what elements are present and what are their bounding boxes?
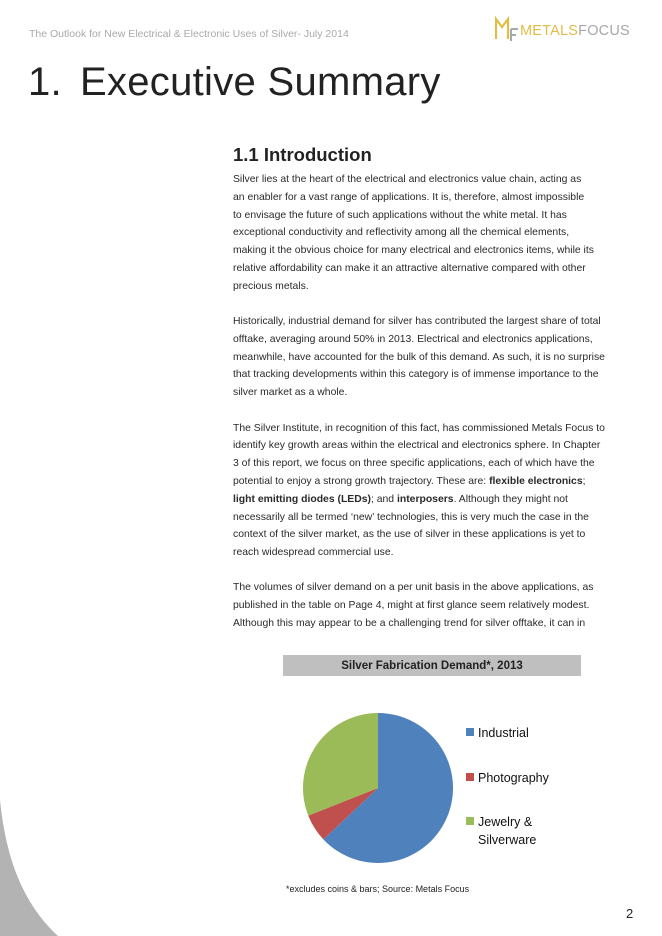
text-line	[233, 473, 633, 491]
text-run: silver market as a whole.	[233, 387, 348, 399]
text-run: meanwhile, have accounted for the bulk of this demand. As such, it is no surprise	[233, 351, 605, 363]
legend-item	[466, 724, 568, 742]
text-line	[233, 331, 633, 349]
text-line	[233, 278, 633, 296]
legend-label-line: Photography	[478, 771, 549, 785]
text-run: offtake, averaging around 50% in 2013. Electrical and electronics applications,	[233, 333, 593, 345]
text-line	[233, 224, 633, 242]
text-run: potential to enjoy a strong growth trajectory. These are:	[233, 475, 490, 487]
paragraph	[233, 313, 633, 402]
text-run: The Silver Institute, in recognition of this fact, has commissioned Metals Focus to	[233, 422, 605, 434]
text-run: to envisage the future of such applications without the white metal. It has	[233, 209, 567, 221]
section-title: 1.1 Introduction	[233, 144, 372, 165]
text-run: . Although they might not	[453, 493, 568, 505]
pie-chart	[300, 710, 456, 866]
legend-swatch	[466, 817, 474, 825]
logo-word-focus: FOCUS	[578, 23, 630, 39]
metals-focus-logo	[495, 16, 630, 42]
legend-swatch	[466, 728, 474, 736]
text-line	[233, 420, 633, 438]
mf-monogram-icon	[495, 16, 519, 42]
paragraph	[233, 171, 633, 296]
running-header: The Outlook for New Electrical & Electronic Uses of Silver- July 2014	[29, 28, 349, 40]
chapter-title-text: Executive Summary	[79, 60, 441, 104]
text-run: Silver lies at the heart of the electrical and electronics value chain, acting as	[233, 174, 582, 185]
text-run: relative affordability can make it an attractive alternative compared with other	[233, 262, 586, 274]
bold-term: flexible electronics	[489, 475, 583, 487]
bold-term: interposers	[396, 493, 454, 505]
text-line	[233, 437, 633, 455]
page-number: 2	[626, 906, 634, 921]
text-line	[233, 491, 633, 509]
text-line	[233, 260, 633, 278]
legend-label	[478, 769, 568, 787]
body-text	[233, 171, 633, 633]
legend-label-line: Industrial	[478, 726, 529, 740]
text-run: reach widespread commercial use.	[233, 547, 394, 559]
chart-title: Silver Fabrication Demand*, 2013	[283, 655, 581, 676]
text-run: published in the table on Page 4, might at first glance seem relatively modest.	[233, 600, 590, 612]
text-run: ; and	[370, 493, 397, 505]
text-run: exceptional conductivity and reflectivity among all the chemical elements,	[233, 227, 570, 239]
main-content	[233, 144, 633, 650]
text-line	[233, 313, 633, 331]
text-line	[233, 544, 633, 562]
text-run: ;	[582, 475, 586, 487]
paragraph	[233, 420, 633, 562]
legend-label-line: Silverware	[478, 833, 537, 847]
text-line	[233, 526, 633, 544]
chapter-number: 1.	[28, 60, 62, 104]
legend-label	[478, 813, 568, 849]
text-line	[233, 189, 633, 207]
text-run: making it the obvious choice for many electrical and electronics items, while its	[233, 245, 594, 257]
text-run: 3 of this report, we focus on three specific applications, each of which have the	[233, 458, 595, 470]
text-line	[233, 384, 633, 402]
text-line	[233, 242, 633, 260]
text-line	[233, 349, 633, 367]
text-run: context of the silver market, as the use of silver in these applications is yet to	[233, 529, 586, 541]
text-run: identify key growth areas within the electrical and electronics sphere. In Chapter	[233, 440, 601, 452]
legend-item	[466, 769, 568, 787]
legend-swatch	[466, 773, 474, 781]
text-run: an enabler for a vast range of applications. It is, therefore, almost impossible	[233, 191, 585, 203]
text-run: The volumes of silver demand on a per unit basis in the above applications, as	[233, 582, 594, 594]
chart-source-note: *excludes coins & bars; Source: Metals Focus	[286, 884, 470, 894]
text-line	[233, 615, 633, 633]
text-run: that tracking developments within this category is of immense importance to the	[233, 369, 599, 381]
text-line	[233, 366, 633, 384]
text-line	[233, 579, 633, 597]
text-line	[233, 171, 633, 189]
bold-term: light emitting diodes (LEDs)	[233, 493, 371, 505]
text-line	[233, 509, 633, 527]
text-run: Although this may appear to be a challenging trend for silver offtake, it can in	[233, 618, 586, 630]
text-line	[233, 207, 633, 225]
text-run: precious metals.	[233, 280, 309, 292]
text-line	[233, 597, 633, 615]
legend-label	[478, 724, 568, 742]
text-run: Historically, industrial demand for silver has contributed the largest share of total	[233, 316, 601, 328]
legend-label-line: Jewelry &	[478, 815, 533, 829]
chapter-title	[28, 60, 441, 105]
logo-word-metals: METALS	[520, 23, 579, 39]
paragraph	[233, 579, 633, 632]
text-line	[233, 455, 633, 473]
legend-item	[466, 813, 568, 849]
text-run: necessarily all be termed ‘new’ technologies, this is very much the case in the	[233, 511, 589, 523]
